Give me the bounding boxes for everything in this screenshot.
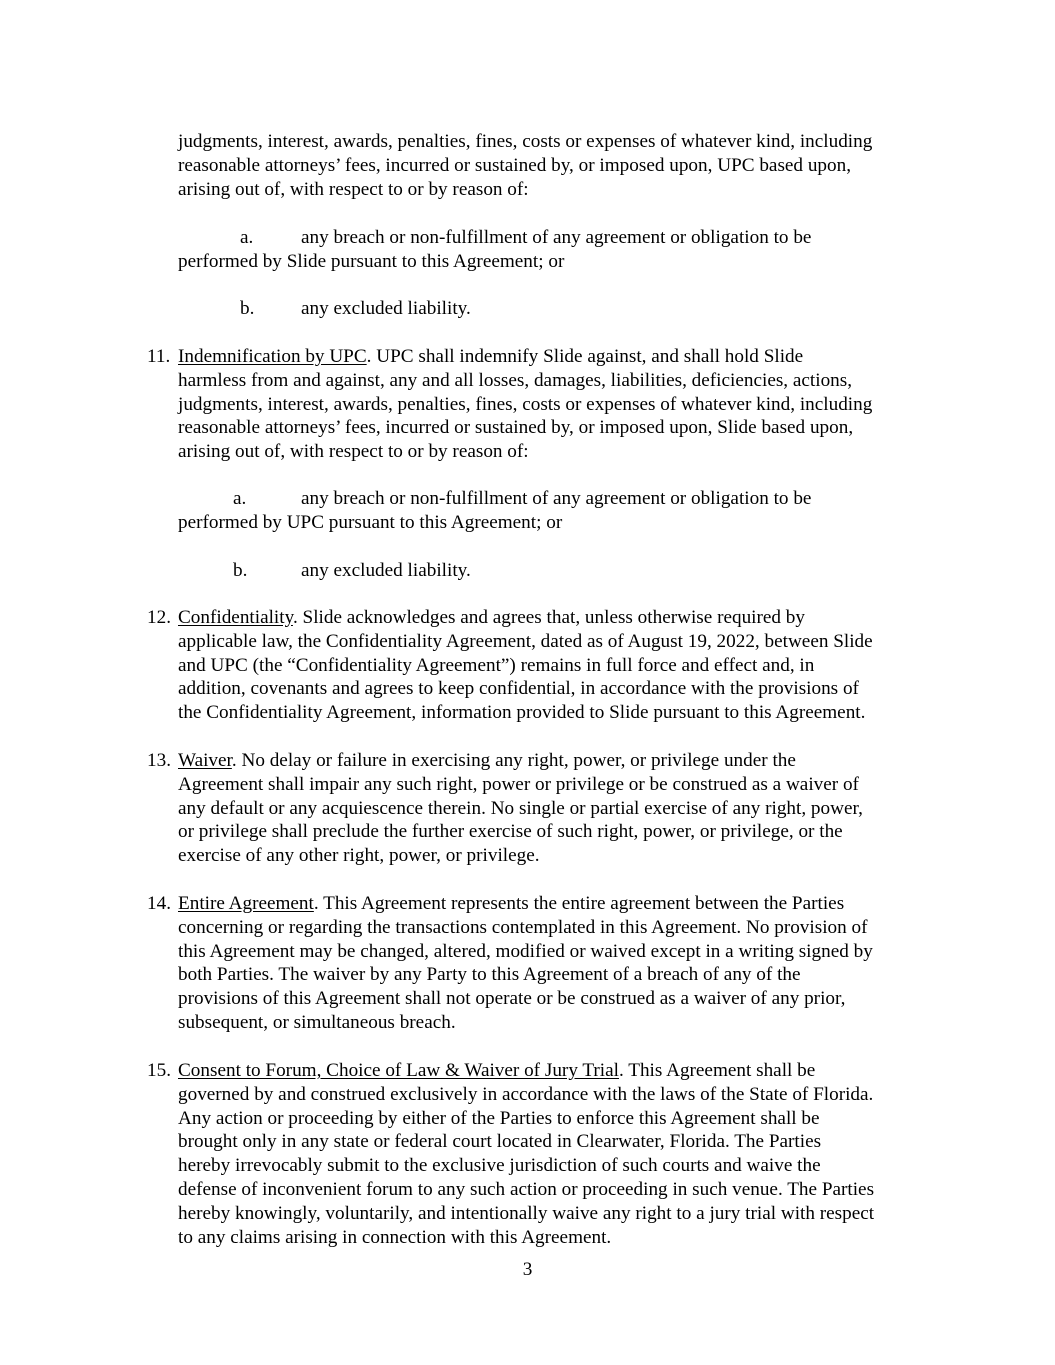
section-12-number: 12. [147, 607, 171, 628]
section-11-line: judgments, interest, awards, penalties, fines, costs or expenses of whatever kind, including [178, 393, 873, 415]
section-11-paragraph [178, 345, 938, 464]
section-14-number: 14. [147, 893, 171, 914]
intro-line: judgments, interest, awards, penalties, fines, costs or expenses of whatever kind, including [178, 131, 873, 152]
section-15-paragraph [178, 1059, 938, 1249]
intro-item-a-text: any breach or non-fulfillment of any agreement or obligation to be [301, 227, 812, 248]
section-14-line: subsequent, or simultaneous breach. [178, 1011, 456, 1033]
section-11-item-a-letter: a. [233, 488, 247, 509]
section-14-line: this Agreement may be changed, altered, modified or waived except in a writing signed by [178, 940, 873, 962]
section-15-line: hereby knowingly, voluntarily, and intentionally waive any right to a jury trial with respect [178, 1202, 875, 1224]
section-15-line: brought only in any state or federal court located in Clearwater, Florida. The Parties [178, 1131, 822, 1153]
section-15-line: defense of inconvenient forum to any such action or proceeding in such venue. The Parties [178, 1178, 875, 1200]
section-11-first-line-rest: . UPC shall indemnify Slide against, and shall hold Slide [366, 346, 804, 367]
section-12-first-line-rest: . Slide acknowledges and agrees that, unless otherwise required by [292, 607, 805, 628]
section-15-line: to any claims arising in connection with this Agreement. [178, 1226, 612, 1248]
section-12-first-line [178, 606, 938, 630]
section-12-line: the Confidentiality Agreement, information provided to Slide pursuant to this Agreement. [178, 702, 866, 724]
intro-line: reasonable attorneys’ fees, incurred or sustained by, or imposed upon, UPC based upon, [178, 154, 851, 176]
section-11-line: reasonable attorneys’ fees, incurred or sustained by, or imposed upon, Slide based upon, [178, 417, 854, 439]
section-14-first-line [178, 892, 938, 916]
section-11-heading: Indemnification by UPC [178, 346, 367, 367]
intro-item-b-letter: b. [240, 298, 255, 319]
section-15-line: hereby irrevocably submit to the exclusive jurisdiction of such courts and waive the [178, 1155, 821, 1177]
section-11-number: 11. [147, 346, 171, 367]
section-13-paragraph [178, 749, 938, 868]
section-14-first-line-rest: . This Agreement represents the entire agreement between the Parties [313, 893, 845, 914]
section-14-heading: Entire Agreement [178, 893, 314, 914]
section-12-line: applicable law, the Confidentiality Agreement, dated as of August 19, 2022, between Slide [178, 630, 873, 652]
section-14-line: both Parties. The waiver by any Party to this Agreement of a breach of any of the [178, 964, 801, 986]
section-11-item-a-continuation: performed by UPC pursuant to this Agreement; or [178, 512, 563, 533]
section-11-line: harmless from and against, any and all losses, damages, liabilities, deficiencies, actions, [178, 369, 853, 391]
section-13-line: any default or any acquiescence therein. No single or partial exercise of any right, power, [178, 797, 863, 819]
section-14-line: provisions of this Agreement shall not operate or be construed as a waiver of any prior, [178, 988, 846, 1010]
section-13-number: 13. [147, 750, 171, 771]
section-13-first-line-rest: . No delay or failure in exercising any right, power, or privilege under the [231, 750, 796, 771]
section-13-first-line [178, 749, 938, 773]
intro-paragraph [178, 130, 938, 201]
intro-item-a-continuation: performed by Slide pursuant to this Agreement; or [178, 251, 565, 272]
section-11-item-b-letter: b. [233, 560, 248, 581]
section-13-heading: Waiver [178, 750, 232, 771]
section-15-line: Any action or proceeding by either of the Parties to enforce this Agreement shall be [178, 1107, 820, 1129]
section-14-paragraph [178, 892, 938, 1035]
section-11-first-line [178, 345, 938, 369]
intro-line: arising out of, with respect to or by reason of: [178, 178, 529, 200]
page-number: 3 [522, 1259, 533, 1280]
section-15-first-line [178, 1059, 938, 1083]
section-15-number: 15. [147, 1060, 171, 1081]
section-15-line: governed by and construed exclusively in accordance with the laws of the State of Florida. [178, 1083, 874, 1105]
section-12-paragraph [178, 606, 938, 725]
intro-item-b-text: any excluded liability. [301, 298, 471, 319]
section-13-line: exercise of any other right, power, or privilege. [178, 845, 540, 867]
section-11-item-b-text: any excluded liability. [301, 560, 471, 581]
section-15-first-line-rest: . This Agreement shall be [618, 1060, 816, 1081]
section-13-line: Agreement shall impair any such right, power or privilege or be construed as a waiver of [178, 773, 859, 795]
section-14-line: concerning or regarding the transactions contemplated in this Agreement. No provision of [178, 916, 868, 938]
section-12-line: and UPC (the “Confidentiality Agreement”) remains in full force and effect and, in [178, 654, 815, 676]
section-11-item-a-text: any breach or non-fulfillment of any agreement or obligation to be [301, 488, 812, 509]
intro-item-a-letter: a. [240, 227, 254, 248]
section-13-line: or privilege shall preclude the further exercise of such right, power, or privilege, or the [178, 821, 843, 843]
section-12-heading: Confidentiality [178, 607, 293, 628]
section-11-line: arising out of, with respect to or by reason of: [178, 441, 529, 463]
section-15-heading: Consent to Forum, Choice of Law & Waiver of Jury Trial [178, 1060, 619, 1081]
section-12-line: addition, covenants and agrees to keep confidential, in accordance with the provisions of [178, 678, 859, 700]
